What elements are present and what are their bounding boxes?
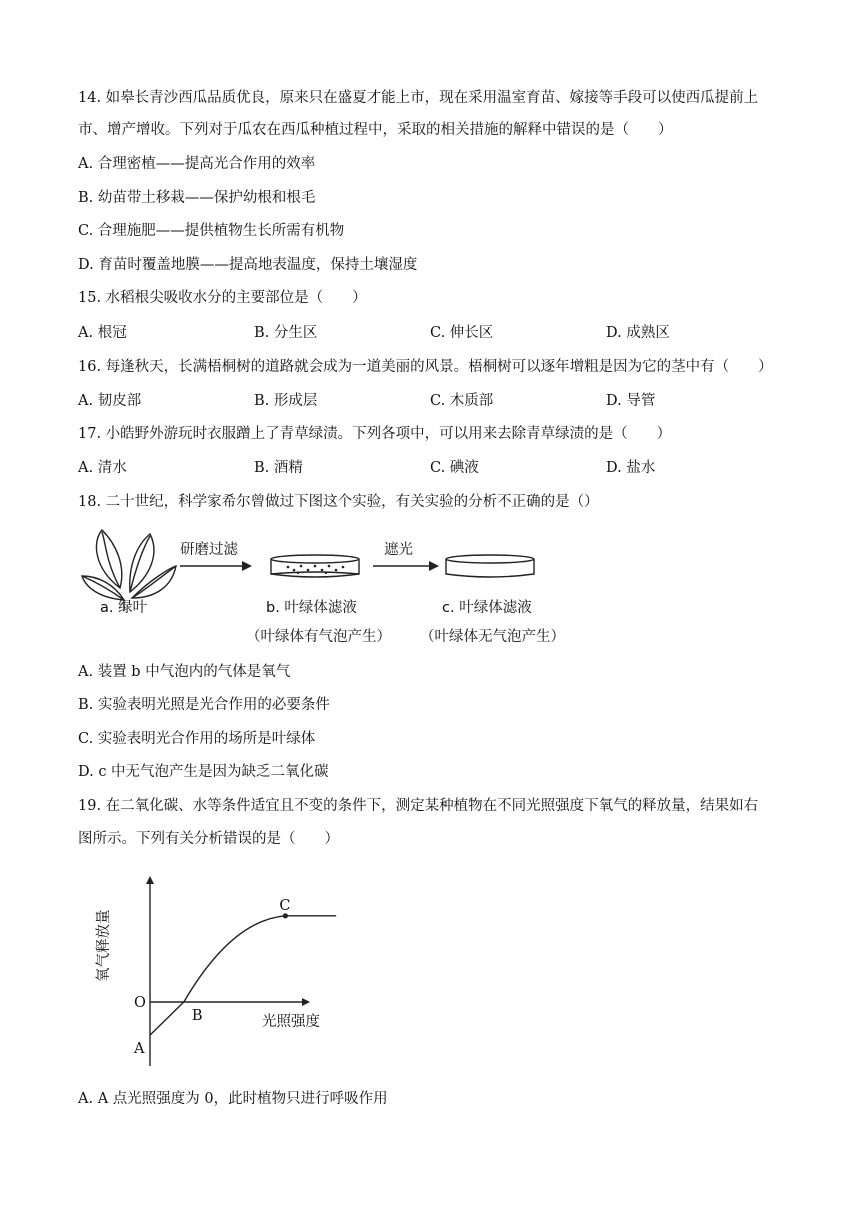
q16-option-b: B. 形成层 — [254, 393, 318, 409]
label-b: b. 叶绿体滤液 — [266, 600, 357, 616]
point-c-dot — [283, 913, 288, 918]
q17-option-a: A. 清水 — [78, 460, 127, 476]
q15-option-c: C. 伸长区 — [430, 325, 494, 341]
q18-option-a: A. 装置 b 中气泡内的气体是氧气 — [78, 664, 291, 680]
q18-experiment-figure — [80, 528, 640, 652]
arrow1-label: 研磨过滤 — [180, 542, 238, 558]
q15-option-a: A. 根冠 — [78, 325, 127, 341]
q14-option-b: B. 幼苗带土移栽——保护幼根和根毛 — [78, 190, 316, 206]
label-a: a. 绿叶 — [100, 600, 148, 616]
q18-option-b: B. 实验表明光照是光合作用的必要条件 — [78, 697, 330, 713]
q19-stem-line2: 图所示。下列有关分析错误的是（ ） — [78, 831, 339, 847]
q17-stem: 17. 小皓野外游玩时衣服蹭上了青草绿渍。下列各项中，可以用来去除青草绿渍的是（ ） — [78, 426, 672, 442]
q14-stem-line1: 14. 如皋长青沙西瓜品质优良，原来只在盛夏才能上市，现在采用温室育苗、嫁接等手段可以使西瓜提前上 — [78, 90, 759, 106]
q17-option-d: D. 盐水 — [606, 460, 656, 476]
q14-option-a: A. 合理密植——提高光合作用的效率 — [78, 156, 316, 172]
q19-stem-line1: 19. 在二氧化碳、水等条件适宜且不变的条件下，测定某种植物在不同光照强度下氧气的释放量，结果如右 — [78, 798, 759, 814]
note-c: （叶绿体无气泡产生） — [420, 629, 565, 645]
q14-stem-line2: 市、增产增收。下列对于瓜农在西瓜种植过程中，采取的相关措施的解释中错误的是（ ） — [78, 122, 673, 138]
q16-option-c: C. 木质部 — [430, 393, 494, 409]
x-axis-arrow — [302, 998, 310, 1006]
x-axis-label: 光照强度 — [262, 1014, 320, 1030]
q15-option-b: B. 分生区 — [254, 325, 318, 341]
green-leaves-drawing — [82, 530, 176, 610]
origin-label: O — [134, 995, 146, 1011]
arrow2-label: 遮光 — [384, 542, 413, 558]
q15-option-d: D. 成熟区 — [606, 325, 670, 341]
q16-stem: 16. 每逢秋天，长满梧桐树的道路就会成为一道美丽的风景。梧桐树可以逐年增粗是因为它的茎中有（ ） — [78, 359, 773, 375]
q18-stem: 18. 二十世纪，科学家希尔曾做过下图这个实验，有关实验的分析不正确的是（） — [78, 494, 599, 510]
q18-option-c: C. 实验表明光合作用的场所是叶绿体 — [78, 731, 316, 747]
q17-option-b: B. 酒精 — [254, 460, 303, 476]
q18-option-d: D. c 中无气泡产生是因为缺乏二氧化碳 — [78, 764, 329, 780]
dish-c — [446, 555, 534, 577]
label-c: c. 叶绿体滤液 — [442, 600, 532, 616]
q14-option-c: C. 合理施肥——提供植物生长所需有机物 — [78, 223, 345, 239]
q19-option-a: A. A 点光照强度为 0，此时植物只进行呼吸作用 — [78, 1091, 388, 1107]
y-axis-arrow — [146, 876, 154, 884]
y-axis-label: 氧气释放量 — [96, 909, 112, 982]
note-b: （叶绿体有气泡产生） — [246, 629, 391, 645]
q16-option-d: D. 导管 — [606, 393, 656, 409]
q17-option-c: C. 碘液 — [430, 460, 479, 476]
q14-option-d: D. 育苗时覆盖地膜——提高地表温度，保持土壤湿度 — [78, 257, 418, 273]
point-label-c: C — [279, 897, 291, 914]
q16-option-a: A. 韧皮部 — [78, 393, 142, 409]
point-label-b: B — [191, 1008, 203, 1024]
q15-stem: 15. 水稻根尖吸收水分的主要部位是（ ） — [78, 290, 367, 306]
oxygen-release-chart — [80, 866, 390, 1076]
point-label-a: A — [134, 1041, 145, 1058]
